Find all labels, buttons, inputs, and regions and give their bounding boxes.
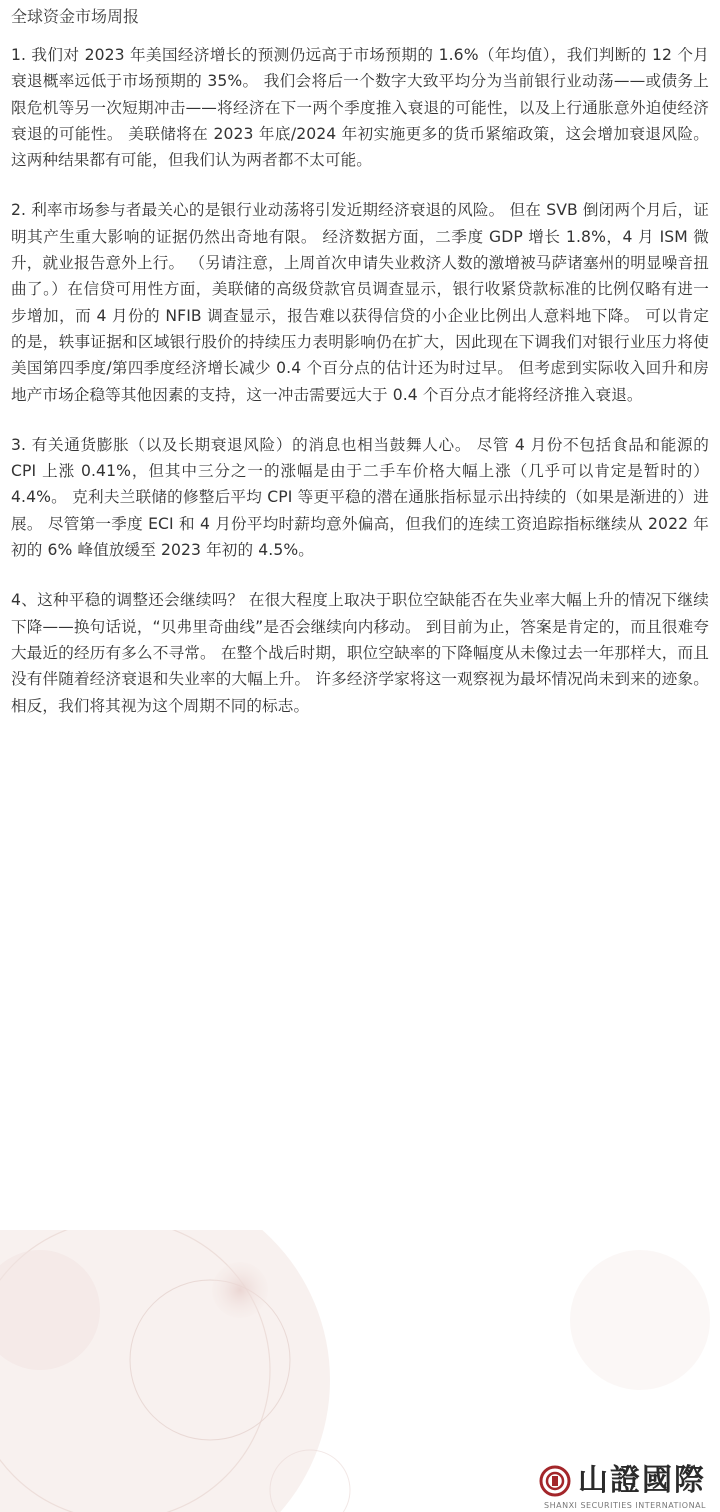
paragraph-2: 2. 利率市场参与者最关心的是银行业动荡将引发近期经济衰退的风险。 但在 SVB 倒闭两个月后，证明其产生重大影响的证据仍然出奇地有限。 经济数据方面，二季度 GDP 增长 1.8%，4 月 ISM 微升，就业报告意外上行。 （另请注意，上周首次申请失业救济人数的激增被马萨诸塞州的明显噪音扭曲了。）在信贷可用性方面，美联储的高级贷款官员调查显示，银行收紧贷款标准的比例仅略有进一步增加，而 4 月份的 NFIB 调查显示，报告难以获得信贷的小企业比例出人意料地下降。 可以肯定的是，轶事证据和区域银行股价的持续压力表明影响仍在扩大，因此现在下调我们对银行业压力将使美国第四季度/第四季度经济增长减少 0.4 个百分点的估计还为时过早。 但考虑到实际收入回升和房地产市场企稳等其他因素的支持，这一冲击需要远大于 0.4 个百分点才能将经济推入衰退。: [11, 201, 709, 404]
article-body: [11, 42, 709, 743]
page-title: 全球资金市场周报: [11, 7, 140, 26]
brand-name: 山證國際: [578, 1463, 706, 1498]
paragraph-3: 3. 有关通货膨胀（以及长期衰退风险）的消息也相当鼓舞人心。 尽管 4 月份不包括食品和能源的 CPI 上涨 0.41%，但其中三分之一的涨幅是由于二手车价格大幅上涨（几乎可以肯定是暂时的）4.4%。 克利夫兰联储的修整后平均 CPI 等更平稳的潜在通胀指标显示出持续的（如果是渐进的）进展。 尽管第一季度 ECI 和 4 月份平均时薪均意外偏高，但我们的连续工资追踪指标继续从 2022 年初的 6% 峰值放缓至 2023 年初的 4.5%。: [11, 435, 709, 560]
brand-logo: [538, 1463, 706, 1510]
decorative-background: [0, 1230, 720, 1512]
shanzheng-seal-icon: [538, 1464, 572, 1498]
paragraph-4: 4、这种平稳的调整还会继续吗？ 在很大程度上取决于职位空缺能否在失业率大幅上升的情况下继续下降——换句话说，“贝弗里奇曲线”是否会继续向内移动。 到目前为止，答案是肯定的，而且很难夸大最近的经历有多么不寻常。 在整个战后时期，职位空缺率的下降幅度从未像过去一年那样大，而且没有伴随着经济衰退和失业率的大幅上升。 许多经济学家将这一观察视为最坏情况尚未到来的迹象。 相反，我们将其视为这个周期不同的标志。: [11, 591, 709, 715]
paragraph-1: 1. 我们对 2023 年美国经济增长的预测仍远高于市场预期的 1.6%（年均值），我们判断的 12 个月衰退概率远低于市场预期的 35%。 我们会将后一个数字大致平均分为当前银行业动荡——或债务上限危机等另一次短期冲击——将经济在下一两个季度推入衰退的可能性，以及上行通胀意外迫使经济衰退的可能性。 美联储将在 2023 年底/2024 年初实施更多的货币紧缩政策，这会增加衰退风险。这两种结果都有可能，但我们认为两者都不太可能。: [11, 46, 709, 170]
brand-subtitle: SHANXI SECURITIES INTERNATIONAL: [544, 1501, 706, 1510]
